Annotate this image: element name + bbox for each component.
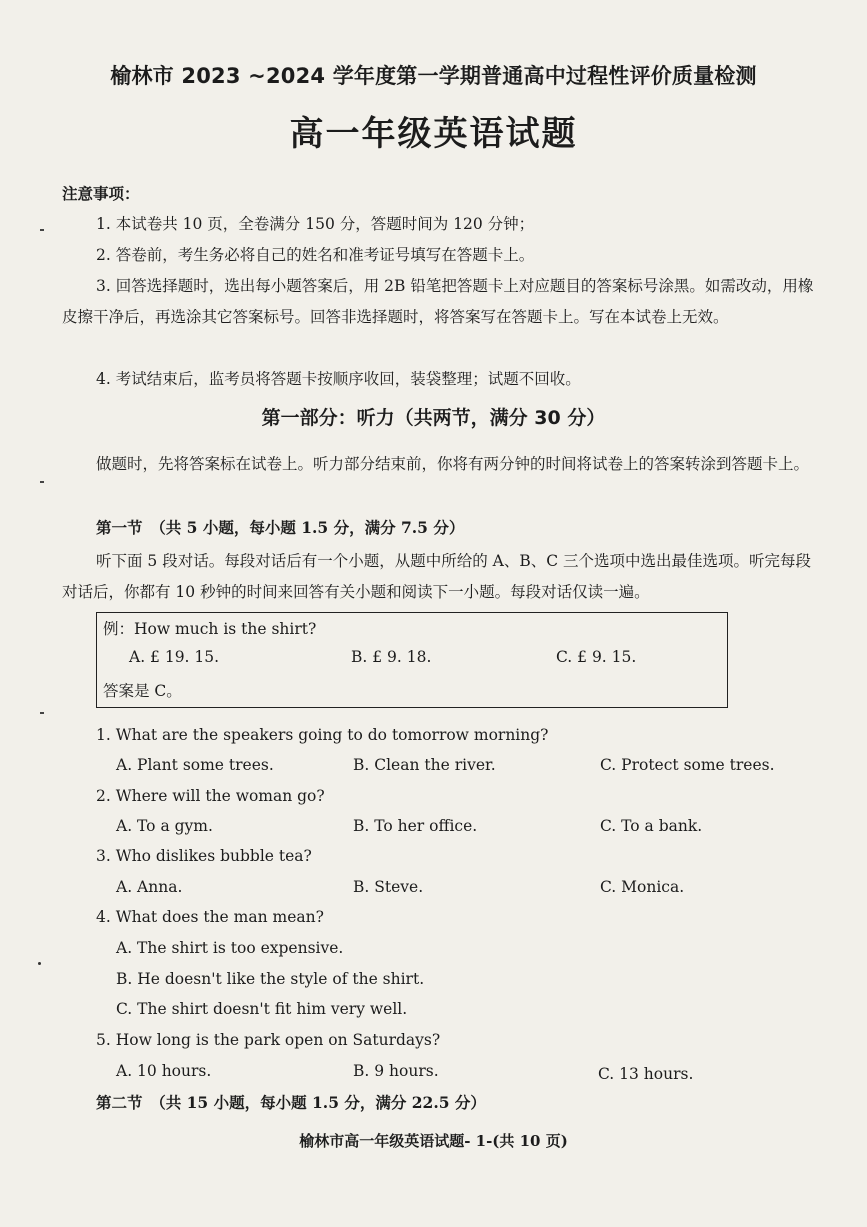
exam-header: 榆林市 2023 ~2024 学年度第一学期普通高中过程性评价质量检测 xyxy=(110,64,757,88)
question-4: 4. What does the man mean? xyxy=(96,908,324,926)
question-3-option-a: A. Anna. xyxy=(116,878,183,896)
question-4-option-b: B. He doesn't like the style of the shirt. xyxy=(116,970,425,988)
scan-dot xyxy=(38,962,41,965)
question-5-option-b: B. 9 hours. xyxy=(353,1062,439,1080)
section1-instructions: 听下面 5 段对话。每段对话后有一个小题，从题中所给的 A、B、C 三个选项中选出最佳选项。听完每段对话后，你都有 10 秒钟的时间来回答有关小题和阅读下一小题。每段对话仅读一遍。 xyxy=(62,552,812,601)
question-5-option-c: C. 13 hours. xyxy=(598,1065,694,1083)
question-1-option-b: B. Clean the river. xyxy=(353,756,496,774)
example-option-a: A. £ 19. 15. xyxy=(129,648,220,666)
question-1-option-c: C. Protect some trees. xyxy=(600,756,775,774)
scan-mark xyxy=(40,712,44,714)
scan-mark xyxy=(40,229,44,231)
notes-heading: 注意事项： xyxy=(62,184,140,203)
question-4-option-a: A. The shirt is too expensive. xyxy=(116,939,344,957)
example-option-b: B. £ 9. 18. xyxy=(351,648,432,666)
section2-heading: 第二节 （共 15 小题，每小题 1.5 分，满分 22.5 分） xyxy=(96,1093,486,1112)
note-item-3: 3. 回答选择题时，选出每小题答案后，用 2B 铅笔把答题卡上对应题目的答案标号涂黑。如需改动，用橡皮擦干净后，再选涂其它答案标号。回答非选择题时，将答案写在答题卡上。写在本试卷上无效。 xyxy=(62,277,814,326)
question-2: 2. Where will the woman go? xyxy=(96,787,325,805)
question-3-option-c: C. Monica. xyxy=(600,878,685,896)
question-4-option-c: C. The shirt doesn't fit him very well. xyxy=(116,1000,408,1018)
note-item-1: 1. 本试卷共 10 页，全卷满分 150 分，答题时间为 120 分钟； xyxy=(96,215,535,233)
example-question: 例：How much is the shirt? xyxy=(103,620,317,638)
note-item-2: 2. 答卷前，考生务必将自己的姓名和准考证号填写在答题卡上。 xyxy=(96,246,535,264)
example-answer: 答案是 C。 xyxy=(103,682,182,700)
part1-intro: 做题时，先将答案标在试卷上。听力部分结束前，你将有两分钟的时间将试卷上的答案转涂到答题卡上。 xyxy=(96,455,810,473)
question-3: 3. Who dislikes bubble tea? xyxy=(96,847,312,865)
section1-heading: 第一节 （共 5 小题，每小题 1.5 分，满分 7.5 分） xyxy=(96,518,465,537)
question-3-option-b: B. Steve. xyxy=(353,878,424,896)
question-2-option-b: B. To her office. xyxy=(353,817,478,835)
example-box xyxy=(96,612,728,708)
page-footer: 榆林市高一年级英语试题- 1-(共 10 页) xyxy=(299,1132,568,1150)
question-1: 1. What are the speakers going to do tomorrow morning? xyxy=(96,726,549,744)
note-item-4: 4. 考试结束后，监考员将答题卡按顺序收回，装袋整理；试题不回收。 xyxy=(96,370,581,388)
question-5-option-a: A. 10 hours. xyxy=(116,1062,212,1080)
example-option-c: C. £ 9. 15. xyxy=(556,648,637,666)
part1-heading: 第一部分：听力（共两节，满分 30 分） xyxy=(261,407,606,429)
question-2-option-a: A. To a gym. xyxy=(116,817,213,835)
question-5: 5. How long is the park open on Saturdays? xyxy=(96,1031,441,1049)
question-1-option-a: A. Plant some trees. xyxy=(116,756,274,774)
question-2-option-c: C. To a bank. xyxy=(600,817,703,835)
scan-mark xyxy=(40,481,44,483)
exam-title: 高一年级英语试题 xyxy=(289,114,578,154)
